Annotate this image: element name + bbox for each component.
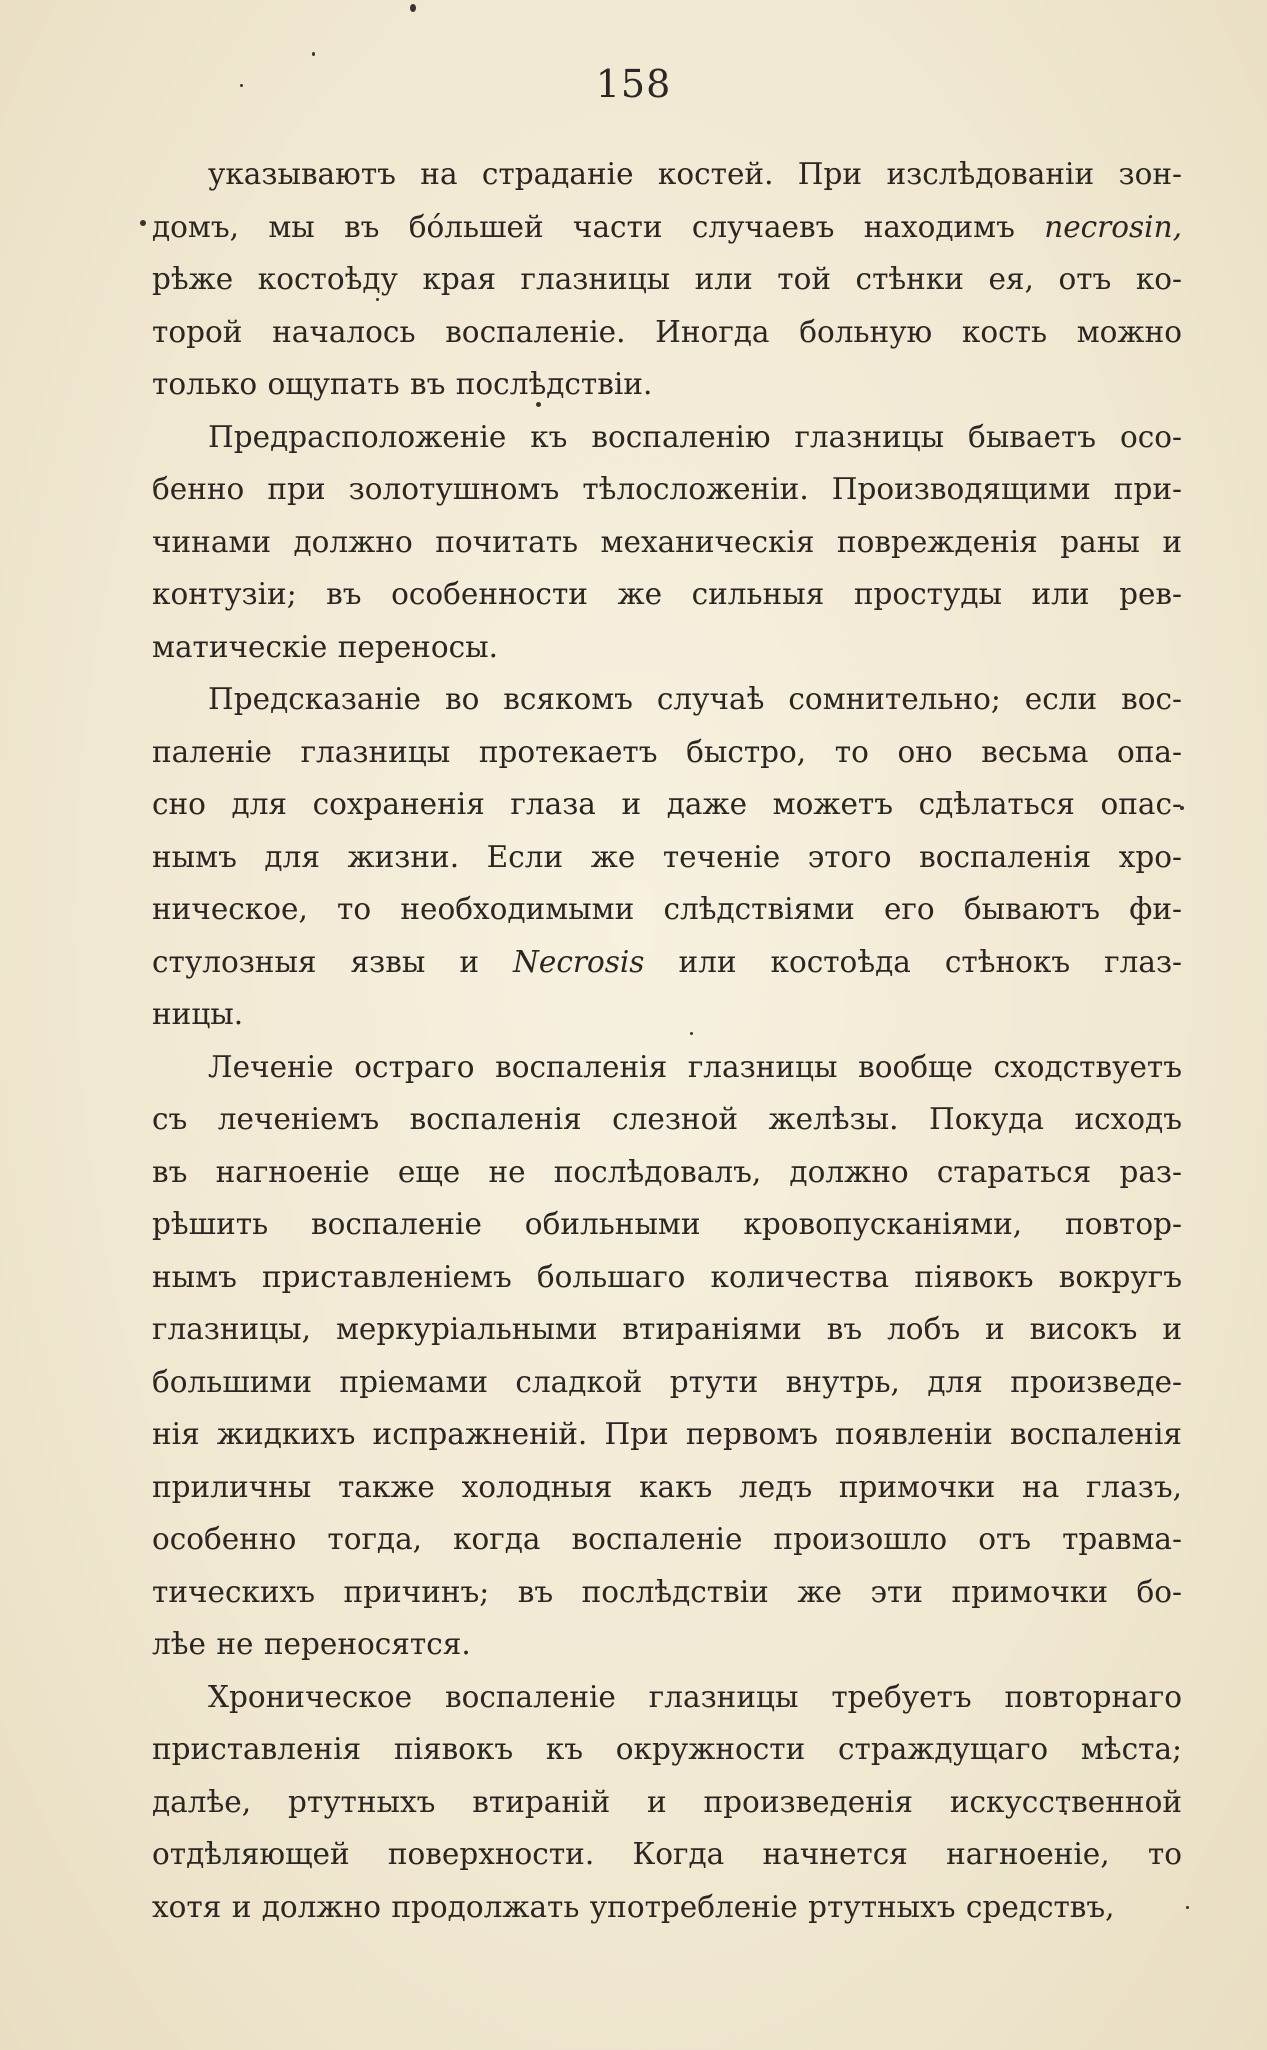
body-text [152, 148, 1182, 1933]
text-line: большими пріемами сладкой ртути внутрь, для произведе- [152, 1364, 1182, 1399]
text-line: рѣшить воспаленіе обильными кровопусканіями, повтор- [152, 1207, 1182, 1241]
text-line: отдѣляющей поверхности. Когда начнется нагноеніе, то [152, 1837, 1182, 1871]
paragraph [152, 1671, 1182, 1934]
text-line: торой началось воспаленіе. Иногда больную кость можно [152, 314, 1182, 349]
text-line: въ нагноеніе еще не послѣдовалъ, должно стараться раз- [152, 1154, 1182, 1189]
paragraph [152, 673, 1182, 1041]
text-line: матическіе переносы. [152, 629, 498, 664]
text-line: приличны также холодныя какъ ледъ примочки на глазъ, [152, 1469, 1182, 1504]
paragraph [152, 1041, 1182, 1671]
text-line: стулозныя язвы и Necrosis или костоѣда стѣнокъ глаз- [152, 944, 1182, 979]
text-line: Леченіе остраго воспаленія глазницы вообще сходствуетъ [208, 1049, 1182, 1084]
text-line: тическихъ причинъ; въ послѣдствіи же эти примочки бо- [152, 1574, 1182, 1609]
text-line: Предрасположеніе къ воспаленію глазницы бываетъ осо- [208, 419, 1182, 454]
text-line: домъ, мы въ бо́льшей части случаевъ находимъ necrosin, [152, 209, 1182, 244]
text-line: ническое, то необходимыми слѣдствіями его бываютъ фи- [152, 892, 1182, 926]
text-line: приставленія піявокъ къ окружности страждущаго мѣста; [152, 1732, 1182, 1766]
paragraph [152, 148, 1182, 411]
text-line: только ощупать въ послѣдствіи. [152, 367, 653, 401]
text-line: бенно при золотушномъ тѣлосложеніи. Производящими при- [152, 472, 1182, 506]
text-line: особенно тогда, когда воспаленіе произошло отъ травма- [152, 1522, 1182, 1556]
text-line: Хроническое воспаленіе глазницы требуетъ повторнаго [208, 1679, 1182, 1714]
text-line: рѣже костоѣду края глазницы или той стѣнки ея, отъ ко- [152, 262, 1182, 296]
page-number: 158 [595, 62, 672, 106]
text-line: Предсказаніе во всякомъ случаѣ сомнительно; если вос- [208, 682, 1182, 716]
latin-term: necrosin, [1044, 209, 1182, 244]
text-line: хотя и должно продолжать употребленіе ртутныхъ средствъ, [152, 1889, 1115, 1924]
text-line: нія жидкихъ испражненій. При первомъ появленіи воспаленія [152, 1417, 1182, 1451]
text-line: нымъ для жизни. Если же теченіе этого воспаленія хро- [152, 839, 1182, 874]
text-line: сно для сохраненія глаза и даже можетъ сдѣлаться опас- [152, 787, 1182, 821]
paragraph [152, 411, 1182, 674]
text-line: далѣе, ртутныхъ втираній и произведенія искусственной [152, 1784, 1182, 1819]
text-line: съ леченіемъ воспаленія слезной желѣзы. Покуда исходъ [152, 1102, 1182, 1136]
text-line: указываютъ на страданіе костей. При изслѣдованіи зон- [208, 157, 1182, 191]
text-line: ницы. [152, 997, 244, 1031]
text-line: контузіи; въ особенности же сильныя простуды или рев- [152, 577, 1182, 611]
text-line: нымъ приставленіемъ большаго количества піявокъ вокругъ [152, 1259, 1182, 1294]
text-line: чинами должно почитать механическія поврежденія раны и [152, 524, 1182, 559]
text-line: глазницы, меркуріальными втираніями въ лобъ и високъ и [152, 1312, 1182, 1346]
text-line: лѣе не переносятся. [152, 1627, 471, 1661]
text-line: паленіе глазницы протекаетъ быстро, то оно весьма опа- [152, 734, 1182, 769]
latin-term: Necrosis [513, 944, 645, 979]
